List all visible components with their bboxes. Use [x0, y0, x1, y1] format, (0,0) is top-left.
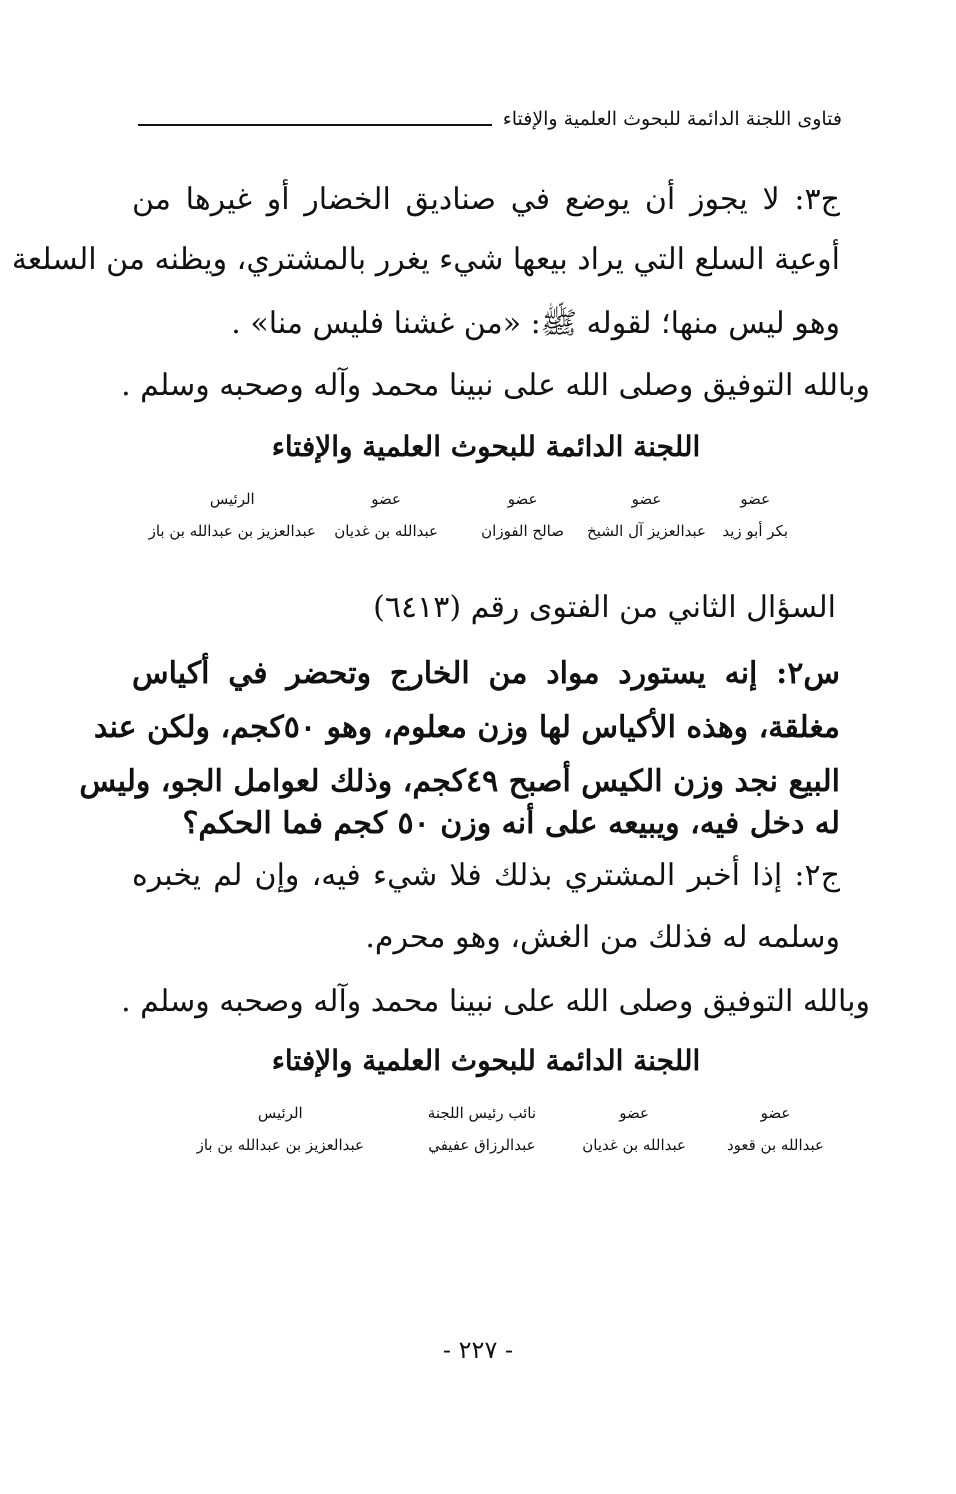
fatwa2-question-line-1: س٢: إنه يستورد مواد من الخارج وتحضر في أكياس: [132, 656, 840, 691]
fatwa1-signatory-5: [149, 490, 316, 540]
fatwa1-answer-line-2: أوعية السلع التي يراد بيعها شيء يغرر بالمشتري، ويظنه من السلعة: [11, 242, 840, 277]
signatory-name: عبدالرزاق عفيفي: [428, 1136, 536, 1154]
fatwa1-committee-title: اللجنة الدائمة للبحوث العلمية والإفتاء: [271, 430, 701, 463]
signatory-role: عضو: [740, 490, 771, 508]
signatory-name: عبدالعزيز آل الشيخ: [587, 522, 706, 540]
signatory-role: عضو: [760, 1104, 791, 1122]
fatwa2-committee-title: اللجنة الدائمة للبحوث العلمية والإفتاء: [271, 1044, 701, 1077]
fatwa2-answer-line-2: وسلمه له فذلك من الغش، وهو محرم.: [365, 920, 840, 955]
signatory-name: عبدالله بن غديان: [334, 522, 438, 540]
fatwa1-answer-line-3: وهو ليس منها؛ لقوله ﷺ: «من غشنا فليس منا» .: [231, 306, 840, 341]
fatwa2-signatory-3: [428, 1104, 536, 1154]
signatory-role: عضو: [631, 490, 662, 508]
signatory-role: الرئيس: [257, 1104, 303, 1122]
fatwa1-signatory-1: [722, 490, 788, 540]
fatwa2-signatory-4: [197, 1104, 364, 1154]
fatwa2-signatory-1: [727, 1104, 824, 1154]
running-header: [138, 108, 842, 142]
header-title: فتاوى اللجنة الدائمة للبحوث العلمية والإفتاء: [502, 108, 842, 130]
signatory-role: عضو: [371, 490, 401, 508]
header-rule: [138, 124, 492, 126]
fatwa2-question-line-4: له دخل فيه، ويبيعه على أنه وزن ٥٠ كجم فما الحكم؟: [182, 806, 840, 841]
signatory-name: صالح الفوزان: [481, 522, 564, 540]
page-number: - ٢٢٧ -: [442, 1336, 514, 1364]
signatory-role: الرئيس: [209, 490, 255, 508]
fatwa2-closing: وبالله التوفيق وصلى الله على نبينا محمد وآله وصحبه وسلم .: [121, 984, 870, 1019]
fatwa1-signatory-4: [334, 490, 438, 540]
signatory-role: نائب رئيس اللجنة: [427, 1104, 536, 1122]
fatwa2-answer-line-1: ج٢: إذا أخبر المشتري بذلك فلا شيء فيه، وإن لم يخبره: [132, 858, 840, 893]
fatwa2-signatory-2: [582, 1104, 686, 1154]
fatwa2-heading: السؤال الثاني من الفتوى رقم (٦٤١٣): [373, 590, 836, 625]
signatory-role: عضو: [619, 1104, 649, 1122]
signatory-role: عضو: [507, 490, 538, 508]
fatwa1-closing: وبالله التوفيق وصلى الله على نبينا محمد وآله وصحبه وسلم .: [121, 368, 870, 403]
fatwa1-signatory-2: [587, 490, 706, 540]
signatory-name: عبدالعزيز بن عبدالله بن باز: [196, 1136, 364, 1154]
fatwa2-question-line-3: البيع نجد وزن الكيس أصبح ٤٩كجم، وذلك لعوامل الجو، وليس: [79, 764, 840, 799]
fatwa1-signatory-3: [481, 490, 564, 540]
fatwa1-answer-line-1: ج٣: لا يجوز أن يوضع في صناديق الخضار أو غيرها من: [132, 182, 840, 217]
signatory-name: عبدالله بن قعود: [726, 1136, 824, 1154]
fatwa2-question-line-2: مغلقة، وهذه الأكياس لها وزن معلوم، وهو ٥٠كجم، ولكن عند: [93, 710, 840, 745]
signatory-name: بكر أبو زيد: [722, 522, 788, 540]
signatory-name: عبدالعزيز بن عبدالله بن باز: [148, 522, 316, 540]
signatory-name: عبدالله بن غديان: [582, 1136, 686, 1154]
